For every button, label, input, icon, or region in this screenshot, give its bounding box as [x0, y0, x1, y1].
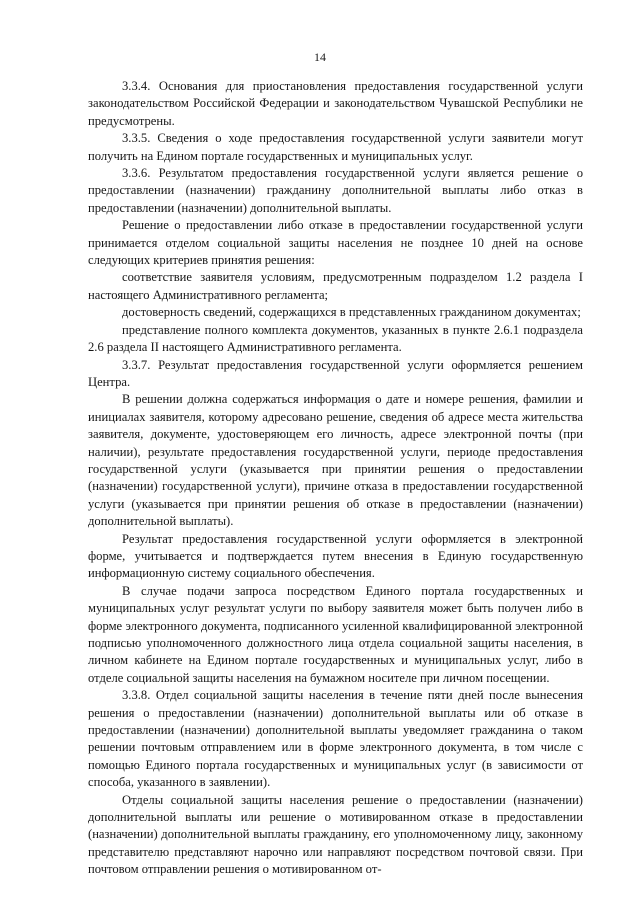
paragraph-criterion-reliability: достоверность сведений, содержащихся в представленных гражданином документах; — [122, 305, 581, 320]
paragraph-criterion-documents: представление полного комплекта документов, указанных в пункте 2.6.1 подраздела 2.6 раздела II настоящего Административного регламента. — [88, 322, 583, 355]
paragraph-delivery: Отделы социальной защиты населения решение о предоставлении (назначении) дополнительной выплаты или решение о мотивированном отказе в предоставлении (назначении) дополнительной выплаты гражданину, его уполномоченному лицу, законному представителю представляют нарочно или направляют посредством почтовой связи. При почтовом отправлении решения о мотивированном от- — [88, 792, 583, 877]
paragraph-electronic-result: Результат предоставления государственной услуги оформляется в электронной форме, учитывается и подтверждается путем внесения в Единую государственную информационную систему социального обеспечения. — [88, 531, 583, 581]
paragraph-3-3-5: 3.3.5. Сведения о ходе предоставления государственной услуги заявители могут получить на Едином портале государственных и муниципальных услуг. — [88, 131, 583, 163]
paragraph-3-3-6: 3.3.6. Результатом предоставления государственной услуги является решение о предоставлении (назначении) гражданину дополнительной выплаты либо отказ в предоставлении (назначении) дополнительной выплаты. — [88, 166, 583, 215]
page-number: 14 — [314, 50, 326, 64]
paragraph-3-3-4: 3.3.4. Основания для приостановления предоставления государственной услуги законодательством Российской Федерации и законодательством Чувашской Республики не предусмотрены. — [88, 79, 583, 128]
document-body — [88, 78, 583, 879]
paragraph-3-3-8: 3.3.8. Отдел социальной защиты населения в течение пяти дней после вынесения решения о предоставлении (назначении) дополнительной выплаты или об отказе в предоставлении (назначении) дополнительной выплаты уведомляет гражданина о таком решении почтовым отправлением или в форме электронного документа, в том числе с помощью Единого портала государственных и муниципальных услуг (в зависимости от способа, указанного в заявлении). — [88, 688, 583, 790]
paragraph-decision-contents: В решении должна содержаться информация о дате и номере решения, фамилии и инициалах заявителя, которому адресовано решение, сведения об адресе места жительства заявителя, документе, удостоверяющем его личность, адресе электронной почты (при наличии), результате предоставления государственной услуги, периоде предоставления государственной услуги (указывается при принятии решения о предоставлении (назначении) государственной услуги), причине отказа в предоставлении государственной услуги (указывается при принятии решения об отказе в предоставлении (назначении) дополнительной выплаты). — [88, 392, 583, 529]
paragraph-portal-request: В случае подачи запроса посредством Единого портала государственных и муниципальных услуг результат услуги по выбору заявителя может быть получен либо в форме электронного документа, подписанного усиленной квалифицированной электронной подписью уполномоченного должностного лица отдела социальной защиты населения, в личном кабинете на Едином портале государственных и муниципальных услуг, либо в отделе социальной защиты населения на бумажном носителе при личном посещении. — [88, 583, 583, 685]
paragraph-decision-criteria: Решение о предоставлении либо отказе в предоставлении государственной услуги принимается отделом социальной защиты населения не позднее 10 дней на основе следующих критериев принятия решения: — [88, 218, 583, 268]
paragraph-criterion-conditions: соответствие заявителя условиям, предусмотренным подразделом 1.2 раздела I настоящего Административного регламента; — [88, 270, 583, 302]
paragraph-3-3-7: 3.3.7. Результат предоставления государственной услуги оформляется решением Центра. — [88, 357, 583, 389]
